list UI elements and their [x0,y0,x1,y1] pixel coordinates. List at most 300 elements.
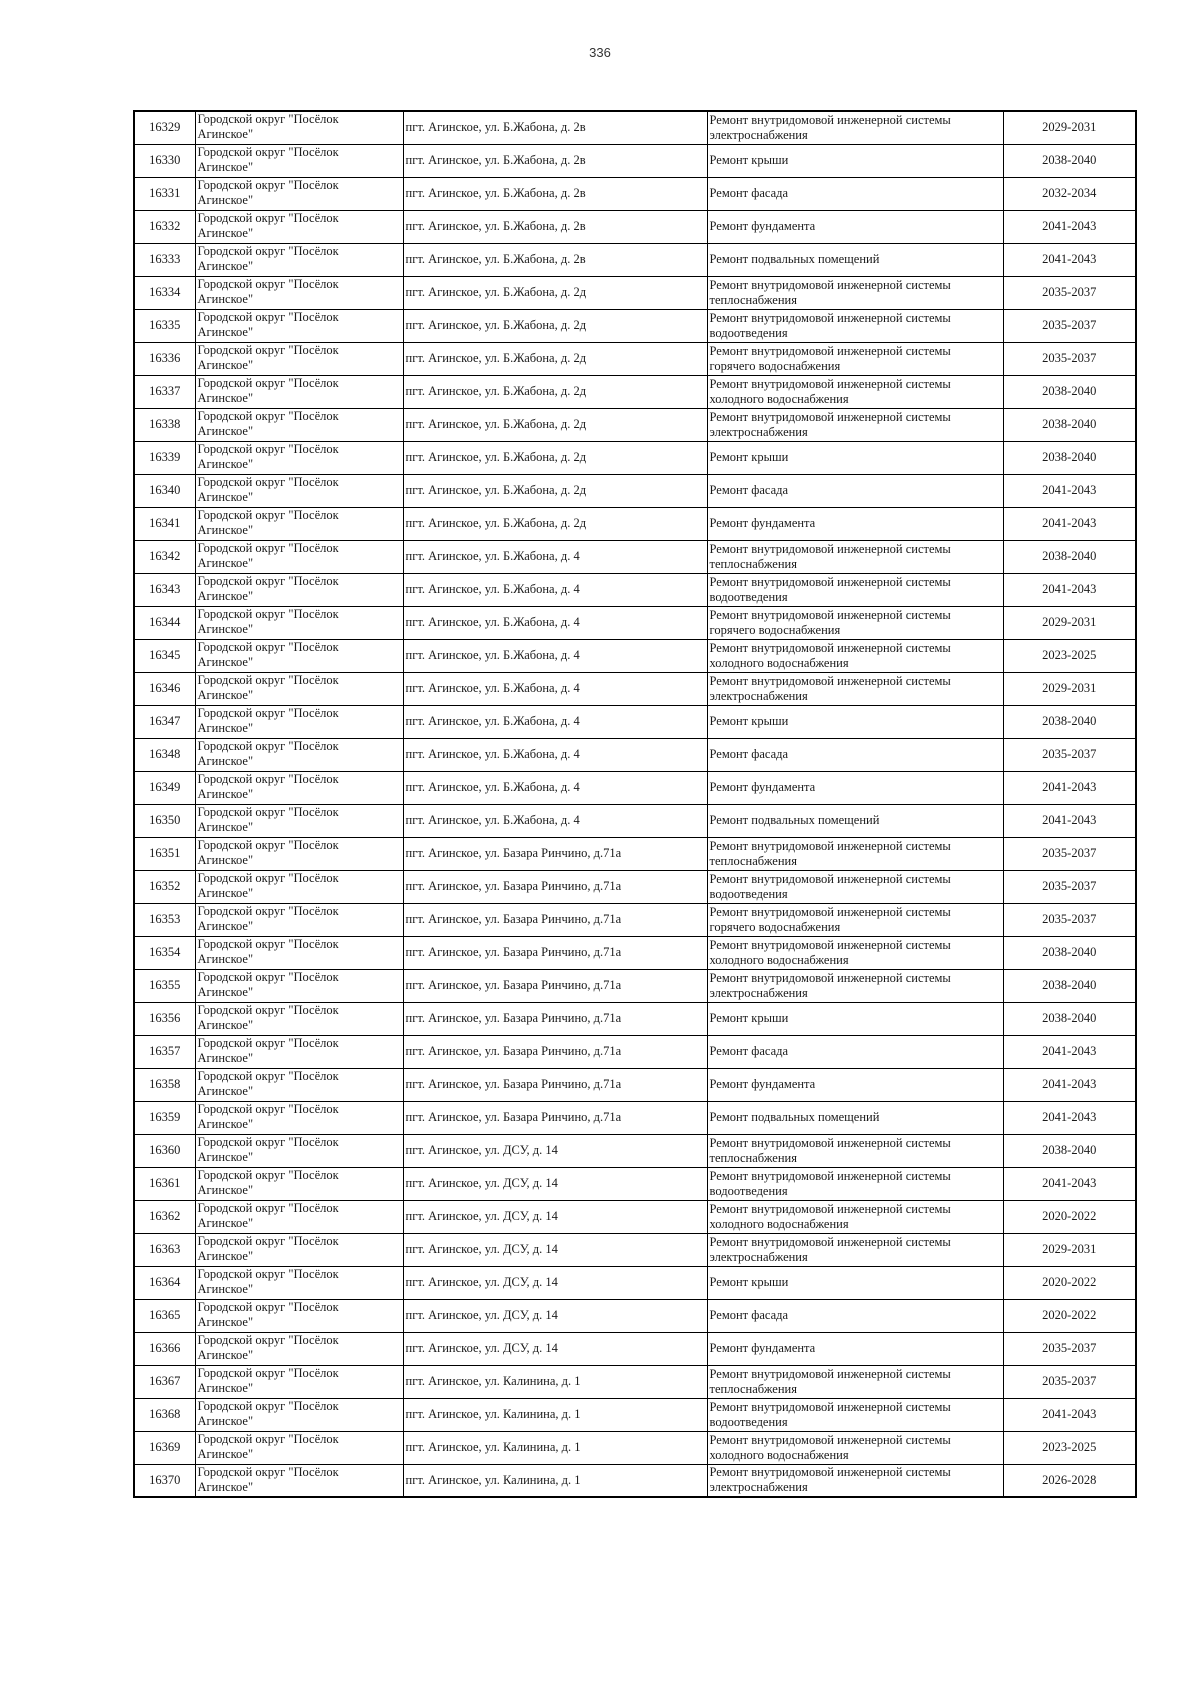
municipality-cell-line: Городской округ "Посёлок [197,837,339,852]
municipality-cell-line: Агинское" [197,951,254,966]
table-row [134,210,1136,243]
municipality-cell-line: Городской округ "Посёлок [197,1398,339,1413]
work-type-cell-line: водоотведения [709,1183,788,1198]
work-type-cell [707,639,1003,672]
address-cell: пгт. Агинское, ул. Б.Жабона, д. 2д [403,375,707,408]
municipality-cell [195,1002,403,1035]
table-row [134,1233,1136,1266]
table-row [134,1068,1136,1101]
municipality-cell [195,771,403,804]
municipality-cell-line: Городской округ "Посёлок [197,738,339,753]
work-type-cell-line: Ремонт внутридомовой инженерной системы [709,937,951,952]
municipality-cell-line: Агинское" [197,258,254,273]
municipality-cell [195,1266,403,1299]
table-row [134,1266,1136,1299]
table-row [134,1431,1136,1464]
table-row [134,936,1136,969]
period-cell: 2035-2037 [1003,276,1136,309]
work-type-cell-line: Ремонт внутридомовой инженерной системы [709,970,951,985]
municipality-cell [195,1464,403,1497]
period-cell: 2038-2040 [1003,936,1136,969]
work-type-cell-line: Ремонт внутридомовой инженерной системы [709,1135,951,1150]
work-type-cell-line: электроснабжения [709,985,808,1000]
municipality-cell [195,804,403,837]
work-type-cell-line: водоотведения [709,886,788,901]
row-number-cell: 16345 [134,639,195,672]
row-number-cell: 16369 [134,1431,195,1464]
municipality-cell-line: Городской округ "Посёлок [197,342,339,357]
table-row [134,474,1136,507]
work-type-cell-line: горячего водоснабжения [709,919,841,934]
address-cell: пгт. Агинское, ул. Б.Жабона, д. 4 [403,771,707,804]
period-cell: 2041-2043 [1003,771,1136,804]
work-type-cell [707,1332,1003,1365]
period-cell: 2038-2040 [1003,1134,1136,1167]
period-cell: 2041-2043 [1003,1398,1136,1431]
row-number-cell: 16356 [134,1002,195,1035]
period-cell: 2038-2040 [1003,441,1136,474]
work-type-cell-line: холодного водоснабжения [709,391,849,406]
municipality-cell [195,738,403,771]
municipality-cell [195,342,403,375]
period-cell: 2038-2040 [1003,144,1136,177]
municipality-cell-line: Агинское" [197,291,254,306]
period-cell: 2041-2043 [1003,804,1136,837]
period-cell: 2023-2025 [1003,639,1136,672]
work-type-cell-line: Ремонт внутридомовой инженерной системы [709,541,951,556]
municipality-cell-line: Агинское" [197,687,254,702]
address-cell: пгт. Агинское, ул. ДСУ, д. 14 [403,1233,707,1266]
work-type-cell-line: горячего водоснабжения [709,358,841,373]
address-cell: пгт. Агинское, ул. Базара Ринчино, д.71а [403,1002,707,1035]
row-number-cell: 16361 [134,1167,195,1200]
municipality-cell-line: Городской округ "Посёлок [197,1167,339,1182]
work-type-cell-line: электроснабжения [709,127,808,142]
municipality-cell [195,1233,403,1266]
municipality-cell [195,1134,403,1167]
period-cell: 2041-2043 [1003,573,1136,606]
address-cell: пгт. Агинское, ул. Калинина, д. 1 [403,1464,707,1497]
row-number-cell: 16341 [134,507,195,540]
table-row [134,969,1136,1002]
work-type-cell-line: Ремонт фасада [709,1308,789,1322]
municipality-cell-line: Городской округ "Посёлок [197,144,339,159]
work-type-cell [707,804,1003,837]
table-row [134,1299,1136,1332]
work-type-cell-line: Ремонт подвальных помещений [709,813,880,827]
municipality-cell-line: Городской округ "Посёлок [197,1200,339,1215]
work-type-cell-line: Ремонт внутридомовой инженерной системы [709,310,951,325]
period-cell: 2038-2040 [1003,408,1136,441]
period-cell: 2035-2037 [1003,342,1136,375]
address-cell: пгт. Агинское, ул. Калинина, д. 1 [403,1398,707,1431]
row-number-cell: 16330 [134,144,195,177]
municipality-cell-line: Агинское" [197,456,254,471]
municipality-cell-line: Агинское" [197,1149,254,1164]
table-row [134,1200,1136,1233]
address-cell: пгт. Агинское, ул. Базара Ринчино, д.71а [403,870,707,903]
work-type-cell-line: теплоснабжения [709,292,797,307]
municipality-cell-line: Городской округ "Посёлок [197,936,339,951]
work-type-cell [707,837,1003,870]
period-cell: 2035-2037 [1003,738,1136,771]
address-cell: пгт. Агинское, ул. Б.Жабона, д. 2д [403,309,707,342]
municipality-cell-line: Городской округ "Посёлок [197,474,339,489]
table-body [134,111,1136,1497]
work-type-cell [707,1233,1003,1266]
row-number-cell: 16332 [134,210,195,243]
table-row [134,738,1136,771]
municipality-cell-line: Городской округ "Посёлок [197,705,339,720]
work-type-cell-line: Ремонт внутридомовой инженерной системы [709,871,951,886]
table-row [134,1134,1136,1167]
row-number-cell: 16333 [134,243,195,276]
address-cell: пгт. Агинское, ул. Базара Ринчино, д.71а [403,1035,707,1068]
row-number-cell: 16357 [134,1035,195,1068]
municipality-cell [195,1332,403,1365]
municipality-cell [195,1431,403,1464]
period-cell: 2041-2043 [1003,1035,1136,1068]
municipality-cell [195,1035,403,1068]
table-row [134,1035,1136,1068]
work-type-cell-line: Ремонт фундамента [709,1341,816,1355]
municipality-cell [195,1365,403,1398]
work-type-cell-line: Ремонт фундамента [709,219,816,233]
address-cell: пгт. Агинское, ул. Б.Жабона, д. 2д [403,507,707,540]
work-type-cell [707,1266,1003,1299]
address-cell: пгт. Агинское, ул. Б.Жабона, д. 2д [403,441,707,474]
municipality-cell-line: Агинское" [197,357,254,372]
municipality-cell-line: Городской округ "Посёлок [197,1035,339,1050]
period-cell: 2035-2037 [1003,309,1136,342]
row-number-cell: 16340 [134,474,195,507]
table-row [134,1464,1136,1497]
row-number-cell: 16349 [134,771,195,804]
work-type-cell-line: холодного водоснабжения [709,952,849,967]
address-cell: пгт. Агинское, ул. Базара Ринчино, д.71а [403,903,707,936]
row-number-cell: 16331 [134,177,195,210]
municipality-cell [195,1398,403,1431]
work-type-cell-line: электроснабжения [709,1480,808,1495]
table-row [134,144,1136,177]
row-number-cell: 16336 [134,342,195,375]
municipality-cell-line: Агинское" [197,786,254,801]
row-number-cell: 16358 [134,1068,195,1101]
table-row [134,804,1136,837]
period-cell: 2035-2037 [1003,1332,1136,1365]
municipality-cell-line: Городской округ "Посёлок [197,1431,339,1446]
work-type-cell-line: Ремонт фасада [709,483,789,497]
municipality-cell-line: Городской округ "Посёлок [197,606,339,621]
municipality-cell-line: Городской округ "Посёлок [197,573,339,588]
municipality-cell-line: Городской округ "Посёлок [197,112,339,126]
municipality-cell-line: Агинское" [197,1446,254,1461]
municipality-cell-line: Агинское" [197,1116,254,1131]
municipality-cell [195,507,403,540]
table-row [134,177,1136,210]
municipality-cell-line: Агинское" [197,918,254,933]
work-type-cell-line: Ремонт внутридомовой инженерной системы [709,112,951,127]
table-row [134,1167,1136,1200]
row-number-cell: 16347 [134,705,195,738]
municipality-cell-line: Городской округ "Посёлок [197,177,339,192]
municipality-cell-line: Городской округ "Посёлок [197,375,339,390]
municipality-cell-line: Городской округ "Посёлок [197,408,339,423]
work-type-cell-line: Ремонт внутридомовой инженерной системы [709,838,951,853]
table-row [134,342,1136,375]
municipality-cell-line: Агинское" [197,852,254,867]
address-cell: пгт. Агинское, ул. Базара Ринчино, д.71а [403,1068,707,1101]
municipality-cell [195,144,403,177]
address-cell: пгт. Агинское, ул. ДСУ, д. 14 [403,1266,707,1299]
municipality-cell-line: Городской округ "Посёлок [197,1332,339,1347]
work-type-cell [707,441,1003,474]
municipality-cell [195,705,403,738]
table-row [134,903,1136,936]
work-type-cell-line: Ремонт фасада [709,186,789,200]
period-cell: 2038-2040 [1003,540,1136,573]
municipality-cell-line: Агинское" [197,192,254,207]
address-cell: пгт. Агинское, ул. Б.Жабона, д. 2д [403,276,707,309]
table-row [134,441,1136,474]
period-cell: 2041-2043 [1003,243,1136,276]
table-row [134,639,1136,672]
municipality-cell [195,309,403,342]
period-cell: 2041-2043 [1003,1167,1136,1200]
work-type-cell-line: Ремонт крыши [709,450,789,464]
municipality-cell-line: Агинское" [197,1281,254,1296]
municipality-cell [195,177,403,210]
work-type-cell-line: электроснабжения [709,688,808,703]
address-cell: пгт. Агинское, ул. Калинина, д. 1 [403,1431,707,1464]
work-type-cell [707,1299,1003,1332]
municipality-cell-line: Городской округ "Посёлок [197,1068,339,1083]
work-type-cell-line: водоотведения [709,1414,788,1429]
municipality-cell [195,672,403,705]
work-type-cell [707,408,1003,441]
period-cell: 2032-2034 [1003,177,1136,210]
municipality-cell-line: Городской округ "Посёлок [197,507,339,522]
municipality-cell-line: Агинское" [197,621,254,636]
municipality-cell-line: Агинское" [197,1083,254,1098]
period-cell: 2029-2031 [1003,606,1136,639]
work-type-cell [707,936,1003,969]
municipality-cell [195,639,403,672]
work-type-cell [707,1200,1003,1233]
period-cell: 2038-2040 [1003,705,1136,738]
row-number-cell: 16366 [134,1332,195,1365]
municipality-cell-line: Агинское" [197,127,254,141]
table-row [134,771,1136,804]
address-cell: пгт. Агинское, ул. Б.Жабона, д. 2д [403,408,707,441]
table-row [134,870,1136,903]
municipality-cell-line: Городской округ "Посёлок [197,276,339,291]
work-type-cell [707,243,1003,276]
work-type-cell [707,738,1003,771]
table-row [134,276,1136,309]
table-row [134,672,1136,705]
work-type-cell [707,903,1003,936]
work-type-cell-line: Ремонт внутридомовой инженерной системы [709,376,951,391]
period-cell: 2029-2031 [1003,1233,1136,1266]
address-cell: пгт. Агинское, ул. Б.Жабона, д. 4 [403,705,707,738]
row-number-cell: 16350 [134,804,195,837]
municipality-cell-line: Городской округ "Посёлок [197,1134,339,1149]
work-type-cell [707,540,1003,573]
period-cell: 2029-2031 [1003,111,1136,144]
work-type-cell-line: холодного водоснабжения [709,1216,849,1231]
work-type-cell [707,1167,1003,1200]
period-cell: 2038-2040 [1003,969,1136,1002]
municipality-cell [195,1101,403,1134]
period-cell: 2026-2028 [1003,1464,1136,1497]
address-cell: пгт. Агинское, ул. ДСУ, д. 14 [403,1200,707,1233]
period-cell: 2020-2022 [1003,1200,1136,1233]
work-type-cell-line: Ремонт внутридомовой инженерной системы [709,673,951,688]
period-cell: 2041-2043 [1003,1068,1136,1101]
address-cell: пгт. Агинское, ул. ДСУ, д. 14 [403,1299,707,1332]
municipality-cell-line: Агинское" [197,522,254,537]
work-type-cell-line: Ремонт внутридомовой инженерной системы [709,1201,951,1216]
municipality-cell [195,969,403,1002]
municipality-cell [195,606,403,639]
work-type-cell-line: теплоснабжения [709,853,797,868]
work-type-cell-line: водоотведения [709,589,788,604]
municipality-cell-line: Агинское" [197,1413,254,1428]
municipality-cell-line: Городской округ "Посёлок [197,672,339,687]
work-type-cell-line: горячего водоснабжения [709,622,841,637]
address-cell: пгт. Агинское, ул. Б.Жабона, д. 4 [403,639,707,672]
municipality-cell-line: Агинское" [197,390,254,405]
table-row [134,1398,1136,1431]
work-type-cell-line: Ремонт внутридомовой инженерной системы [709,1234,951,1249]
period-cell: 2035-2037 [1003,870,1136,903]
period-cell: 2038-2040 [1003,1002,1136,1035]
municipality-cell [195,210,403,243]
period-cell: 2035-2037 [1003,1365,1136,1398]
work-type-cell-line: холодного водоснабжения [709,655,849,670]
address-cell: пгт. Агинское, ул. Б.Жабона, д. 4 [403,540,707,573]
table-row [134,1002,1136,1035]
municipality-cell-line: Агинское" [197,1314,254,1329]
address-cell: пгт. Агинское, ул. Б.Жабона, д. 2в [403,144,707,177]
work-type-cell [707,342,1003,375]
municipality-cell-line: Городской округ "Посёлок [197,210,339,225]
row-number-cell: 16364 [134,1266,195,1299]
work-type-cell-line: Ремонт внутридомовой инженерной системы [709,343,951,358]
municipality-cell-line: Агинское" [197,1248,254,1263]
address-cell: пгт. Агинское, ул. Б.Жабона, д. 2в [403,210,707,243]
address-cell: пгт. Агинское, ул. Б.Жабона, д. 4 [403,573,707,606]
municipality-cell-line: Городской округ "Посёлок [197,1365,339,1380]
municipality-cell [195,936,403,969]
work-type-cell [707,309,1003,342]
municipality-cell-line: Агинское" [197,753,254,768]
row-number-cell: 16342 [134,540,195,573]
address-cell: пгт. Агинское, ул. Б.Жабона, д. 2в [403,243,707,276]
row-number-cell: 16343 [134,573,195,606]
work-type-cell [707,1464,1003,1497]
municipality-cell [195,243,403,276]
address-cell: пгт. Агинское, ул. Б.Жабона, д. 4 [403,738,707,771]
municipality-cell-line: Городской округ "Посёлок [197,540,339,555]
row-number-cell: 16351 [134,837,195,870]
municipality-cell-line: Агинское" [197,489,254,504]
table-row [134,837,1136,870]
municipality-cell-line: Агинское" [197,555,254,570]
period-cell: 2035-2037 [1003,903,1136,936]
municipality-cell-line: Городской округ "Посёлок [197,1233,339,1248]
table-row [134,243,1136,276]
row-number-cell: 16354 [134,936,195,969]
work-type-cell [707,1002,1003,1035]
table-row [134,375,1136,408]
municipality-cell [195,375,403,408]
period-cell: 2020-2022 [1003,1266,1136,1299]
table-row [134,408,1136,441]
work-type-cell-line: Ремонт внутридомовой инженерной системы [709,1432,951,1447]
address-cell: пгт. Агинское, ул. Б.Жабона, д. 4 [403,672,707,705]
municipality-cell [195,540,403,573]
table-row [134,606,1136,639]
work-type-cell [707,474,1003,507]
address-cell: пгт. Агинское, ул. Б.Жабона, д. 2д [403,342,707,375]
row-number-cell: 16344 [134,606,195,639]
municipality-cell-line: Агинское" [197,1479,254,1494]
work-type-cell-line: Ремонт крыши [709,714,789,728]
municipality-cell-line: Агинское" [197,1050,254,1065]
table-row [134,111,1136,144]
municipality-cell-line: Агинское" [197,654,254,669]
municipality-cell-line: Городской округ "Посёлок [197,1101,339,1116]
municipality-cell [195,408,403,441]
municipality-cell [195,573,403,606]
municipality-cell [195,441,403,474]
municipality-cell-line: Агинское" [197,1215,254,1230]
row-number-cell: 16363 [134,1233,195,1266]
address-cell: пгт. Агинское, ул. ДСУ, д. 14 [403,1134,707,1167]
work-type-cell-line: Ремонт фундамента [709,780,816,794]
work-type-cell [707,705,1003,738]
work-type-cell [707,1035,1003,1068]
municipality-cell-line: Агинское" [197,720,254,735]
work-type-cell-line: Ремонт крыши [709,153,789,167]
work-type-cell-line: Ремонт внутридомовой инженерной системы [709,574,951,589]
row-number-cell: 16365 [134,1299,195,1332]
address-cell: пгт. Агинское, ул. Б.Жабона, д. 4 [403,606,707,639]
address-cell: пгт. Агинское, ул. Б.Жабона, д. 4 [403,804,707,837]
work-type-cell-line: Ремонт внутридомовой инженерной системы [709,640,951,655]
municipality-cell [195,837,403,870]
row-number-cell: 16338 [134,408,195,441]
address-cell: пгт. Агинское, ул. Калинина, д. 1 [403,1365,707,1398]
municipality-cell-line: Агинское" [197,1347,254,1362]
row-number-cell: 16348 [134,738,195,771]
work-type-cell [707,1398,1003,1431]
work-type-cell-line: Ремонт крыши [709,1011,789,1025]
repair-schedule-table [133,110,1137,1498]
work-type-cell [707,771,1003,804]
municipality-cell-line: Городской округ "Посёлок [197,1464,339,1479]
work-type-cell [707,276,1003,309]
row-number-cell: 16346 [134,672,195,705]
municipality-cell-line: Городской округ "Посёлок [197,903,339,918]
row-number-cell: 16355 [134,969,195,1002]
municipality-cell [195,1068,403,1101]
work-type-cell-line: Ремонт внутридомовой инженерной системы [709,1399,951,1414]
work-type-cell-line: Ремонт фундамента [709,516,816,530]
address-cell: пгт. Агинское, ул. Б.Жабона, д. 2д [403,474,707,507]
